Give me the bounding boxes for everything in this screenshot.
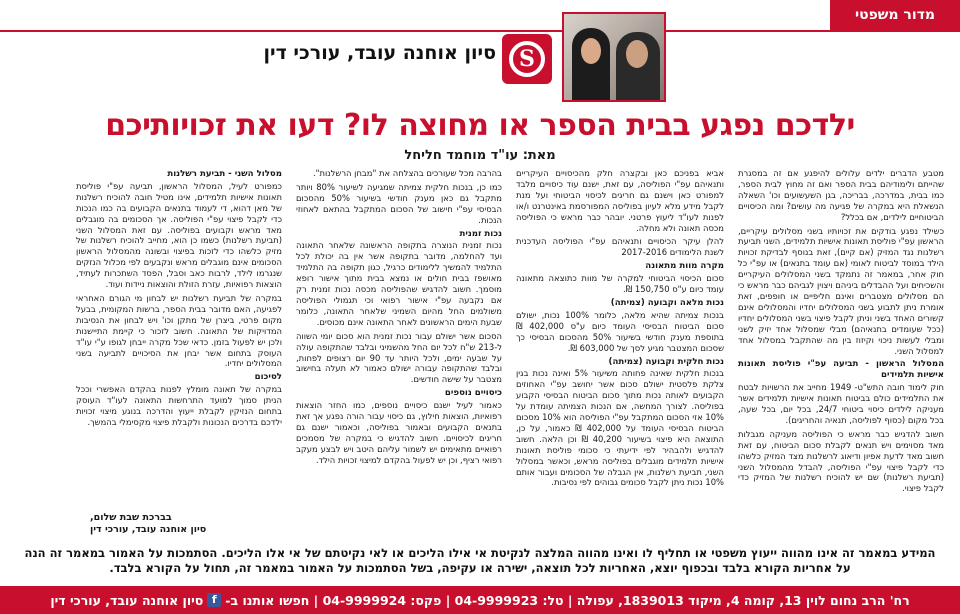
article-subheading: מסלול השני - תביעת רשלנות [167, 169, 282, 179]
article-paragraph: סכום הכיסוי הביטוחי למקרה של מוות כתוצאה מתאונה עומד כיום ע"ס 150,750 ₪. [516, 273, 724, 295]
footer-address: רח' הרב נחום לוין 13, קומה 4, מיקוד 1839013, עפולה [576, 592, 910, 608]
byline: מאת: עו"ד מוחמד חליחל [404, 148, 556, 163]
article-paragraph: בנכות חלקית שאינה פחותה משיעור 5% ואינה נכות בגין צלקת פלסטית ישולם סכום אשר יחושב עפ"י האחוזים הקבועים לאותה נכות מתוך סכום הביטוח הבסיסי הקבוע בפוליסה. לצורך המחשה, אם הנכות הצמיתה עומדת על 10% אזי הסכום המתקבל עפ"י הפוליסה הוא 10% מסכום הביטוח הבסיסי העומד על 402,000 ₪ כאמור, על כן, התוצאה היא פיצוי בשיעור 40,200 ₪ וכן הלאה. חשוב להדגיש ולהבהיר לפי ידיעתי כי סכומי פוליסת תאונות אישיות תלמידים מוגבלים בפוליסה מראש, וכאשר במסלול השני, תביעת רשלנות, אין הגבלה של הסכומים ועבור אותם 10% נכות ניתן לקבל סכומים גבוהים לפי נסיבות. [516, 368, 724, 488]
firm-name: סיון אוחנה עובד, עורכי דין [263, 42, 496, 64]
article-subheading: המסלול הראשון - תביעה עפ"י פוליסת תאונות אישיות תלמידים [738, 359, 944, 381]
article-paragraph: חוק לימוד חובה התש"ט- 1949 מחייב את הרשויות לבטח את התלמידים כולם בביטוח תאונות אישיות תלמידים אשר מעניקה לילדים כיסוי ביטוחי 24/7, בכל יום, בכל שעה, בכל מקום (כסוף לפוליסה, תנאיה והחריגים). [738, 382, 944, 425]
person-2-face [626, 40, 648, 68]
article-paragraph: בהרבה מכל שעורכים בהצלחה את "מבחן הרשלנות". [312, 168, 502, 178]
article-paragraph: חשוב להדגיש כבר מראש כי הפוליסה מעניקה מגבלות מאד מסוימים ויש תנאים לקבלת סכום הביטוח, עם זאת חשוב מאד לדעת אפיון ודיאוג לרשלנות מצד המזיק כלשהו כדי לקבל פיצוי עפ"י הפוליסה, להבדל מהמסלול השני (תביעת רשלנות) שם יש להוכיח רשלנות של המזיק כדי לקבל פיצוי. [738, 428, 944, 494]
article-column-4 [76, 168, 282, 530]
article-paragraph: כמו כן, בנכות חלקית צמיתה שמגיעה לשיעור 80% ויותר מתקבל גם כאן מענק חודשי בשיעור 50% מהסכום הבסיסי עפ"י חישוב של הסכום המתקבל בהתאם לאחוזי הנכות. [296, 181, 502, 225]
article-subheading: כיסויים נוספים [444, 388, 502, 399]
footer-social-name: סיון אוחנה עובד, עורכי דין [50, 592, 204, 608]
footer-phone: טל: 04-9999923 [454, 592, 564, 608]
firm-logo [502, 34, 552, 84]
footer-bar [0, 586, 960, 614]
article-subheading: נכות חלקית וקבועה (צמיתה) [608, 356, 724, 367]
article-subheading: לסיכום [254, 372, 282, 383]
article-column-1 [738, 168, 944, 530]
article-paragraph: כשילד נפגע בודקים את זכויותיו בשני מסלולים עיקריים, הראשון עפ"י פוליסת תאונות אישיות תלמידים, השני תביעת רשלנות נגד המזיק (אם קיים), זאת בנוסף לבדיקת זכויות הילד במוסד לביטוח לאומי (אם עומד בתנאים) או עפ"י כל חוק אחר, במאמר זה נתמקד בשני המסלולים העיקריים והשכיחים ועל ההבדלים ביניהם ויצוין לגביהם כבר מראש כי הם מסלולים מצטברים ואינם חליפיים או חופפים, זאת אומרת ניתן לתבוע בשני המסלולים יחדיו והמסלולים אינם קשורים האחד בשני וניתן לקבל פיצוי בשני המסלולים יחדיו (ככל שעומדים בתנאיהם) מבלי שמסלול אחד יזיק לשני ומבלי לעשות ניכוי וקיזוז בין מה שהתקבל במסלול אחד למסלול השני. [738, 225, 944, 356]
headline: ילדכם נפגע בבית הספר או מחוצה לו? דעו את זכויותיכם [105, 108, 855, 143]
footer-sep-3: | [313, 592, 319, 608]
person-1-face [581, 38, 601, 64]
article-paragraph: אביא בפניכם כאן ובקצרה חלק מהכיסויים העיקריים ותנאיהם עפ"י הפוליסה, עם זאת, ישנם עוד כיסויים מלבד למפורט כאן וישנם גם חריגים לכיסוי הביטוחי ועל מנת לקבל מידע מלא לעיון בפוליסה המפורסמת באינטרנט ו/או לפנות לעו"ד ליעוץ פרטני. יובהר כבר מראש כי הפוליסה מכסה תאונה ולא מחלה. [516, 168, 724, 233]
article-subheading: נכות מלאה וקבועה (צמיתה) [610, 297, 724, 308]
footer-fax: פקס: 04-9999924 [322, 592, 442, 608]
article-paragraph: במקרה של תאונה מומלץ לפנות בהקדם האפשרי וככל הניתן סמוך למועד התרחשות התאונה לעו"ד העוסק בתחום הנזיקין לקבלת ייעוץ והדרכה בנוגע מיצוי זכויות ילדכם בדרכים הנכונות ולקבלת פיצוי מקסימלי בהמשך. [76, 384, 282, 427]
article-paragraph: הסכום אשר ישולם עבור נכות זמנית הוא סכום יומי השווה ל-213 ש"ח לכל יום החל מהשמיני ובלבד שהתקופה עולה על שבעה ימים, ולכל היותר עד 90 יום רצופים לפחות, ובלבד שהתקופה עבורה ישולם כאמור לא תעלה בחישוב מצטבר על שישה חודשים. [296, 330, 502, 385]
article-subheading: מקרה מוות מתאונה [645, 261, 724, 272]
article-paragraph: בנכות צמיתה שהיא מלאה, כלומר 100% נכות, ישולם סכום הביטוח הבסיסי העומד כיום ע"ס 402,000 ₪ בתוספת מענק חודשי בשיעור 50% מהסכום הבסיסי כך שסכום המצטבר מגיע לסך של 603,000 ₪. [516, 309, 724, 353]
lawyers-photo [562, 12, 666, 102]
article-column-3 [296, 168, 502, 530]
signature [90, 512, 280, 538]
article-paragraph: להלן עיקר הכיסויים ותנאיהם עפ"י הפוליסה העדכנית לשנת הלימודים 2017-2016 [516, 236, 724, 258]
footer-social-text: חפשו אותנו ב- [225, 592, 310, 608]
logo-letter: S [509, 41, 545, 77]
article-paragraph: כאמור לעיל ישנם כיסויים נוספים, כמו החזר הוצאות רפואיות, הוצאות חילוץ, גם כיסוי עבור הורה נפגע אך זאת בתנאים הקבועים ובאמור בפוליסה, וכאמור ישנם גם חריגים לכיסויים. חשוב להדגיש כי במקרה של מסמכים רפואיים מתאימים יש לשמור עליהם היטב ויש לבצע מעקב רפואי רציף, וכן יש לפעול בהקדם למיצוי זכויות הילד. [296, 400, 502, 465]
article-paragraph: נכות זמנית הנוצרה בתקופה הראשונה שלאחר התאונה ועד להחלמה, מדובר בתקופה אשר אין בה יכולת לכל התלמיד להמשיך ללימודים כרגיל, כגון תקופה בה התלמיד מאושפז בבית חולים או נמצא בבית מתוך אישור רופא מוסמך. חשוב להדגיש שהפוליסה מכסה נכות זמנית רק אם נקבעה עפ"י אישור רפואי וכי תגמולי הפוליסה משולמים החל מהיום השמיני שלאחר התאונה, כלומר שבעת הימים הראשונים לאחר התאונה אינם מכוסים. [296, 240, 502, 327]
disclaimer: המידע במאמר זה אינו מהווה ייעוץ משפטי או תחליף לו ואינו מהווה המלצה לנקיטת אי אילו הליכים או לאי נקיטתם של אי אלו הליכים. הסתמכות על האמור במאמר זה הנה על אחריות הקורא בלבד ובכפוף יוצא, האחריות לכל תוצאה, ישירה או עקיפה, בשל הסתמכות על האמור במאמר זה, תחול על הקורא בלבד. [24, 546, 936, 575]
facebook-icon[interactable]: f [207, 593, 221, 607]
signature-line-1: בברכת שבת שלום, [90, 512, 172, 523]
top-rule [0, 30, 960, 32]
article-column-2 [516, 168, 724, 530]
signature-line-2: סיון אוחנה עובד, עורכי דין [90, 524, 207, 535]
article-paragraph: מטבע הדברים ילדים עלולים להיפגע אם זה במסגרת שהייתם ולימודיהם בבית הספר ואם זה מחוץ לבית הספר, כמו בבית, במדרכה, בבריכה, בגן השעשועים וכו' השאלה הנשאלת היא במקרה של פגיעה מה עושים? ומה הכיסויים הביטוחיים לילדים, אם בכלל? [738, 168, 944, 222]
article-paragraph: במקרה של תביעת רשלנות יש לבחון מי הגורם האחראי לפגיעה, האם מדובר בבית הספר, ברשות המקומית, בבעל מקום פרטי, ביצרן של מתקן וכו' ויש לבחון את הנסיבות המדויקות של התאונה. חשוב לזכור כי קיימת התיישנות ולכן יש לפעול בזמן. כדאי שכל מקרה ייבחן לגופו ע"י עו"ד העוסק בתחום אשר יבחן את הסיכויים לתביעה בשני המסלולים יחדיו. [76, 292, 282, 369]
article-subheading: נכות זמנית [459, 228, 502, 239]
article-paragraph: כמפורט לעיל, המסלול הראשון, תביעה עפ"י פוליסת תאונות אישיות תלמידים, אינו מטיל חובה להוכיח רשלנות של מאן דהוא, די לעמוד בתנאים הקבועים בה כמו הנכות כדי לקבל פיצוי עפ"י הפוליסה. אך הסכומים בה מוגבלים מאד מראש וקבועים בפוליסה. עם זאת המסלול השני (תביעת רשלנות) כשמו כן הוא, מחייב להוכיח רשלנות של מזיק כלשהו כדי לזכות בפיצוי ובשונה מהמסלול הראשון הסכומים אינם מוגבלים מראש ונקבעים לפי מכלול הנזקים שנגרמו לילד, לרבות כאב וסבל, הפסד השתכרות לעתיד, הוצאות רפואיות, עזרת הזולת והוצאות ניידות ועוד. [76, 180, 282, 290]
section-tag: מדור משפטי [830, 0, 960, 30]
footer-sep-2: | [445, 592, 451, 608]
footer-sep-1: | [567, 592, 573, 608]
